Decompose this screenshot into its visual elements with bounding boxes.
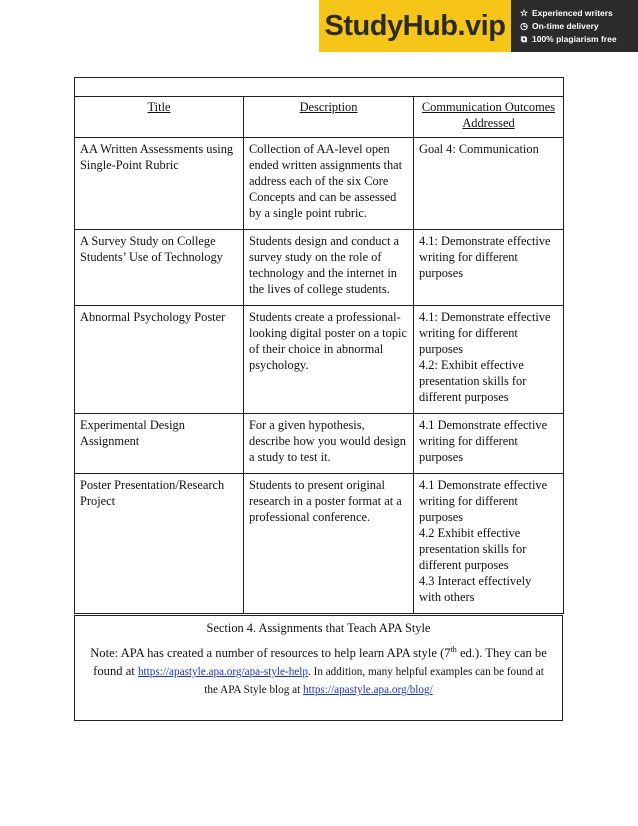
cell-line: Assignment: [80, 434, 140, 448]
cell-line: purposes: [419, 342, 464, 356]
cell-line: research in a poster format at a: [249, 494, 402, 508]
cell-line: writing for different: [419, 250, 518, 264]
cell-line: 4.1 Demonstrate effective: [419, 478, 548, 492]
feature-item: [519, 20, 638, 33]
note-line-2: [81, 662, 556, 681]
feature-label: Experienced writers: [532, 7, 613, 18]
note-text: the APA Style blog at: [204, 684, 304, 697]
cell-line: Abnormal Psychology Poster: [80, 310, 226, 324]
brand-logo[interactable]: [319, 0, 511, 52]
header-outcomes: Communication Outcomes Addressed: [414, 97, 564, 138]
cell-line: Experimental Design: [80, 418, 185, 432]
cell-line: Concepts and can be assessed: [249, 190, 397, 204]
cell-title: [75, 230, 244, 306]
cell-line: purposes: [419, 266, 464, 280]
table-body: [75, 138, 564, 614]
table-row: [75, 474, 564, 614]
table-row: [75, 306, 564, 414]
table-header-row: [75, 97, 564, 138]
cell-line: purposes: [419, 450, 464, 464]
cell-line: 4.2 Exhibit effective: [419, 526, 521, 540]
header-title: Title: [75, 97, 244, 138]
cell-outcomes: [414, 306, 564, 414]
cell-line: purposes: [419, 510, 464, 524]
cell-description: [244, 414, 414, 474]
cell-title: [75, 306, 244, 414]
clock-icon: ◷: [520, 20, 528, 31]
note-text: found at: [93, 664, 138, 679]
note-sup: th: [450, 645, 457, 654]
feature-item: [519, 33, 638, 46]
star-icon: ☆: [519, 7, 529, 18]
cell-line: Goal 4: Communication: [419, 142, 539, 156]
cell-description: [244, 230, 414, 306]
feature-label: On-time delivery: [532, 20, 599, 31]
feature-item: [519, 7, 638, 20]
table-row: [75, 414, 564, 474]
cell-description: [244, 138, 414, 230]
cell-title: [75, 414, 244, 474]
cell-line: A Survey Study on College: [80, 234, 216, 248]
cell-line: writing for different: [419, 434, 518, 448]
cell-line: the lives of college students.: [249, 282, 390, 296]
cell-line: 4.1: Demonstrate effective: [419, 234, 551, 248]
cell-line: writing for different: [419, 326, 518, 340]
cell-line: professional conference.: [249, 510, 371, 524]
copy-icon: ⧉: [520, 33, 528, 44]
cell-outcomes: [414, 138, 564, 230]
cell-line: Students design and conduct a: [249, 234, 400, 248]
cell-line: of their choice in abnormal: [249, 342, 384, 356]
note-text: . In addition, many helpful examples can be found at: [308, 666, 544, 679]
feature-label: 100% plagiarism free: [532, 33, 617, 44]
cell-line: For a given hypothesis,: [249, 418, 365, 432]
ad-banner[interactable]: [319, 0, 638, 52]
cell-line: writing for different: [419, 494, 518, 508]
cell-line: psychology.: [249, 358, 309, 372]
cell-line: presentation skills for: [419, 542, 527, 556]
cell-line: presentation skills for: [419, 374, 527, 388]
note-line-1: [81, 641, 556, 662]
cell-line: a study to test it.: [249, 450, 331, 464]
cell-line: different purposes: [419, 390, 509, 404]
cell-line: with others: [419, 590, 475, 604]
cell-line: Poster Presentation/Research: [80, 478, 225, 492]
note-line-3: [81, 681, 556, 699]
table-blank-row: [75, 78, 564, 97]
cell-line: AA Written Assessments using: [80, 142, 234, 156]
table-row: [75, 230, 564, 306]
cell-outcomes: [414, 230, 564, 306]
cell-line: Students to present original: [249, 478, 385, 492]
cell-line: Single-Point Rubric: [80, 158, 179, 172]
header-description: Description: [244, 97, 414, 138]
apa-blog-link[interactable]: https://apastyle.apa.org/blog/: [303, 684, 433, 697]
cell-description: [244, 474, 414, 614]
cell-outcomes: [414, 474, 564, 614]
section-4-box: [74, 615, 563, 721]
feature-list: [511, 7, 638, 46]
section-4-title: Section 4. Assignments that Teach APA Style: [206, 621, 431, 635]
assignments-table: [74, 77, 564, 614]
cell-line: survey study on the role of: [249, 250, 382, 264]
cell-line: Students create a professional-: [249, 310, 401, 324]
cell-line: 4.2: Exhibit effective: [419, 358, 524, 372]
blank-cell: [75, 78, 564, 97]
cell-line: Students’ Use of Technology: [80, 250, 223, 264]
brand-name: StudyHub.vip: [324, 9, 506, 42]
cell-outcomes: [414, 414, 564, 474]
cell-title: [75, 474, 244, 614]
cell-line: address each of the six Core: [249, 174, 389, 188]
cell-line: Collection of AA-level open: [249, 142, 390, 156]
cell-line: describe how you would design: [249, 434, 406, 448]
cell-line: Project: [80, 494, 116, 508]
cell-line: 4.3 Interact effectively: [419, 574, 532, 588]
cell-line: by a single point rubric.: [249, 206, 368, 220]
note-text: ed.). They can be: [456, 646, 547, 661]
apa-style-help-link[interactable]: https://apastyle.apa.org/apa-style-help: [137, 666, 308, 679]
note-text: Note: APA has created a number of resources to help learn APA style (7: [90, 646, 451, 661]
cell-description: [244, 306, 414, 414]
cell-line: ended written assignments that: [249, 158, 403, 172]
apa-note: [75, 641, 562, 699]
cell-line: 4.1: Demonstrate effective: [419, 310, 551, 324]
cell-line: different purposes: [419, 558, 509, 572]
cell-line: technology and the internet in: [249, 266, 397, 280]
cell-line: 4.1 Demonstrate effective: [419, 418, 548, 432]
cell-line: looking digital poster on a topic: [249, 326, 407, 340]
table-row: [75, 138, 564, 230]
cell-title: [75, 138, 244, 230]
